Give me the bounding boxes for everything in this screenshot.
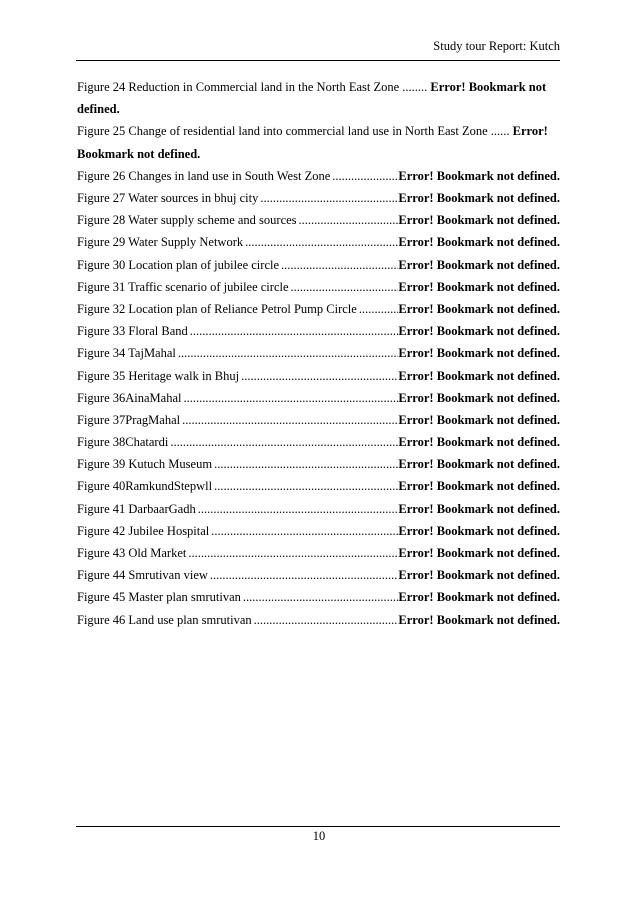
toc-entry-error: Error! Bookmark not defined. xyxy=(398,168,560,183)
toc-entry[interactable] xyxy=(77,609,560,631)
toc-entry-error: Error! Bookmark not defined. xyxy=(398,346,560,361)
toc-entry-error: Error! Bookmark not defined. xyxy=(398,235,560,250)
toc-entry[interactable] xyxy=(77,409,560,431)
toc-entry-leader xyxy=(330,165,398,187)
toc-entry-leader xyxy=(196,498,399,520)
toc-entry[interactable] xyxy=(77,231,560,253)
toc-entry-leader xyxy=(188,320,399,342)
toc-entry[interactable] xyxy=(77,298,560,320)
toc-entry[interactable] xyxy=(77,165,560,187)
toc-entry-title: Figure 40RamkundStepwll xyxy=(77,479,213,494)
toc-entry-leader xyxy=(289,276,399,298)
toc-entry-leader xyxy=(180,409,398,431)
toc-entry-title: Figure 30 Location plan of jubilee circle xyxy=(77,257,280,272)
toc-entry-error: Error! Bookmark not defined. xyxy=(398,257,560,272)
toc-entry-error: Error! Bookmark not defined. xyxy=(398,301,560,316)
toc-entry-leader xyxy=(168,431,398,453)
toc-entry[interactable] xyxy=(77,187,560,209)
toc-entry[interactable] xyxy=(77,520,560,542)
toc-entry-leader xyxy=(209,520,398,542)
toc-entry[interactable] xyxy=(77,365,560,387)
toc-entry-title: Figure 38Chatardi xyxy=(77,435,169,450)
toc-entry-title: Figure 41 DarbaarGadh xyxy=(77,501,196,516)
toc-entry-leader xyxy=(297,209,399,231)
toc-entry-title: Figure 29 Water Supply Network xyxy=(77,235,244,250)
toc-entry[interactable] xyxy=(77,342,560,364)
toc-entry[interactable] xyxy=(77,387,560,409)
toc-entry-error: Error! Bookmark not defined. xyxy=(77,124,548,161)
toc-entry-error: Error! Bookmark not defined. xyxy=(77,80,547,117)
toc-entry[interactable] xyxy=(77,453,560,475)
toc-entry-title: Figure 28 Water supply scheme and sources xyxy=(77,213,297,228)
toc-entry-title: Figure 42 Jubilee Hospital xyxy=(77,523,210,538)
toc-entry-title: Figure 45 Master plan smrutivan xyxy=(77,590,241,605)
toc-entry-title: Figure 44 Smrutivan view xyxy=(77,568,208,583)
toc-entry[interactable] xyxy=(77,276,560,298)
toc-entry-wrapped[interactable] xyxy=(77,76,560,120)
toc-entry-title: Figure 26 Changes in land use in South West Zone xyxy=(77,168,331,183)
toc-entry-title: Figure 27 Water sources in bhuj city xyxy=(77,191,259,205)
toc-entry-leader xyxy=(241,586,399,608)
toc-entry-error: Error! Bookmark not defined. xyxy=(398,279,560,294)
footer-divider xyxy=(76,826,560,827)
toc-entry-leader xyxy=(279,254,398,276)
toc-entry-error: Error! Bookmark not defined. xyxy=(398,590,560,605)
toc-entry-error: Error! Bookmark not defined. xyxy=(398,479,560,494)
toc-entry-leader: ........ xyxy=(399,80,431,94)
toc-entry-leader xyxy=(212,475,398,497)
toc-entry[interactable] xyxy=(77,564,560,586)
table-of-figures xyxy=(77,76,560,631)
toc-entry-leader xyxy=(182,387,399,409)
toc-entry-leader: ...... xyxy=(487,124,513,139)
toc-entry-error: Error! Bookmark not defined. xyxy=(398,612,560,627)
toc-entry-title: Figure 37PragMahal xyxy=(77,412,181,427)
toc-entry-leader xyxy=(258,187,398,209)
toc-entry-title: Figure 32 Location plan of Reliance Petrol Pump Circle xyxy=(77,301,357,316)
toc-entry-leader xyxy=(239,365,398,387)
toc-entry-leader xyxy=(208,564,399,586)
toc-entry-title: Figure 25 Change of residential land into commercial land use in North East Zone xyxy=(77,124,488,139)
toc-entry[interactable] xyxy=(77,475,560,497)
toc-entry[interactable] xyxy=(77,209,560,231)
toc-entry-error: Error! Bookmark not defined. xyxy=(398,501,560,516)
toc-entry-title: Figure 34 TajMahal xyxy=(77,346,176,361)
toc-entry[interactable] xyxy=(77,320,560,342)
toc-entry-error: Error! Bookmark not defined. xyxy=(398,324,560,339)
toc-entry-error: Error! Bookmark not defined. xyxy=(398,435,560,450)
toc-entry-title: Figure 31 Traffic scenario of jubilee circle xyxy=(77,279,289,294)
toc-entry-leader xyxy=(357,298,399,320)
toc-entry-error: Error! Bookmark not defined. xyxy=(398,568,560,583)
toc-entry-leader xyxy=(212,453,398,475)
toc-entry-title: Figure 24 Reduction in Commercial land in the North East Zone xyxy=(77,80,400,94)
header-divider xyxy=(76,60,560,61)
toc-entry-error: Error! Bookmark not defined. xyxy=(398,412,560,427)
toc-entry[interactable] xyxy=(77,586,560,608)
toc-entry-error: Error! Bookmark not defined. xyxy=(398,457,560,472)
toc-entry-leader xyxy=(186,542,398,564)
toc-entry-error: Error! Bookmark not defined. xyxy=(398,390,560,405)
toc-entry-title: Figure 43 Old Market xyxy=(77,546,187,560)
toc-entry-title: Figure 35 Heritage walk in Bhuj xyxy=(77,368,240,383)
toc-entry[interactable] xyxy=(77,498,560,520)
toc-entry-error: Error! Bookmark not defined. xyxy=(398,368,560,383)
page-number: 10 xyxy=(312,829,326,843)
toc-entry[interactable] xyxy=(77,254,560,276)
toc-entry-error: Error! Bookmark not defined. xyxy=(398,546,560,560)
toc-entry-error: Error! Bookmark not defined. xyxy=(398,213,560,228)
toc-entry-title: Figure 39 Kutuch Museum xyxy=(77,457,213,472)
toc-entry-title: Figure 36AinaMahal xyxy=(77,390,182,405)
toc-entry-title: Figure 46 Land use plan smrutivan xyxy=(77,612,252,627)
toc-entry-leader xyxy=(176,342,399,364)
toc-entry-error: Error! Bookmark not defined. xyxy=(398,523,560,538)
toc-entry-error: Error! Bookmark not defined. xyxy=(398,191,560,205)
toc-entry-wrapped[interactable] xyxy=(77,120,560,164)
toc-entry-leader xyxy=(243,231,398,253)
toc-entry[interactable] xyxy=(77,542,560,564)
toc-entry-leader xyxy=(252,609,399,631)
toc-entry-title: Figure 33 Floral Band xyxy=(77,324,188,339)
toc-entry[interactable] xyxy=(77,431,560,453)
running-header: Study tour Report: Kutch xyxy=(433,39,560,53)
